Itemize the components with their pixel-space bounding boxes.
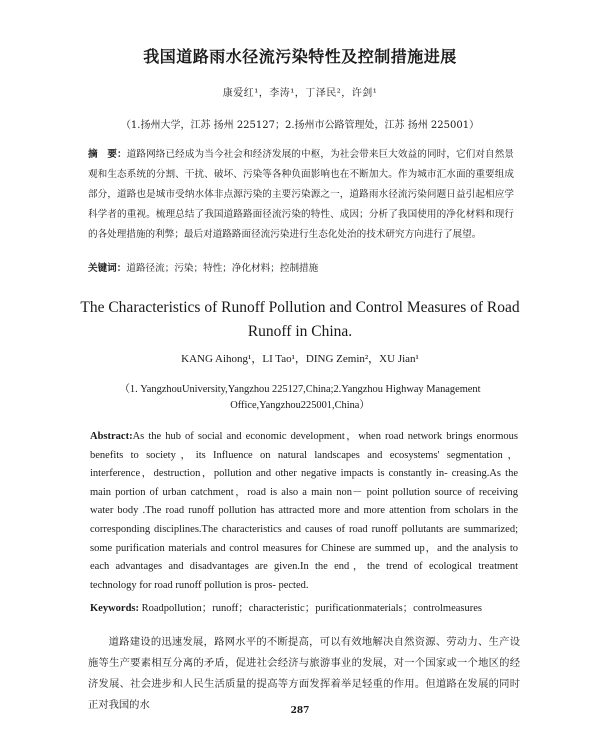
chinese-affiliation: （1.扬州大学，江苏 扬州 225127；2.扬州市公路管理处，江苏 扬州 225001） <box>120 120 480 131</box>
chinese-abstract <box>88 145 514 245</box>
chinese-abstract-text: 道路网络已经成为当今社会和经济发展的中枢，为社会带来巨大效益的同时，它们对自然景观和生态系统的分割、干扰、破坏、污染等各种负面影响也在不断加大。作为城市汇水面的重要组成部分，道路也是城市受纳水体非点源污染的主要污染源之一，道路雨水径流污染问题日益引起相应学科学者的重视。梳理总结了我国道路路面径流污染的特性、成因；分析了我国使用的净化材料和现行的各处理措施的利弊；最后对道路路面径流污染进行生态化处治的技术研究方向进行了展望。 <box>88 149 515 240</box>
english-keywords-label: Keywords: <box>90 603 139 614</box>
english-keywords-text: Roadpollution；runoff；characteristic；purificationmaterials；controlmeasures <box>141 603 482 614</box>
english-title-text: The Characteristics of Runoff Pollution and Control Measures of Road Runoff in China. <box>80 299 520 340</box>
english-authors: KANG Aihong¹，LI Tao¹，DING Zemin²，XU Jian¹ <box>181 353 419 365</box>
chinese-keywords-text: 道路径流；污染；特性；净化材料；控制措施 <box>126 263 319 274</box>
english-keywords <box>90 600 518 615</box>
english-title <box>0 296 600 344</box>
chinese-keywords <box>88 260 514 274</box>
english-affiliation <box>0 382 600 414</box>
english-affiliation-line2: Office,Yangzhou225001,China） <box>230 400 370 411</box>
chinese-abstract-label: 摘 要： <box>88 149 127 160</box>
chinese-authors: 康爱红¹，李涛¹，丁泽民²，许剑¹ <box>222 88 378 99</box>
chinese-title: 我国道路雨水径流污染特性及控制措施进展 <box>143 47 457 66</box>
body-paragraph: 道路建设的迅速发展，路网水平的不断提高，可以有效地解决自然资源、劳动力、生产设施等生产要素相互分离的矛盾，促进社会经济与旅游事业的发展，对一个国家或一个地区的经济发展、社会进步和人民生活质量的提高等方面发挥着举足轻重的作用。但道路在发展的同时正对我国的水 <box>88 636 520 711</box>
page-number: 287 <box>290 706 310 716</box>
english-abstract <box>90 428 518 595</box>
english-abstract-label: Abstract: <box>90 431 133 442</box>
chinese-keywords-label: 关键词： <box>88 263 127 274</box>
english-abstract-text: As the hub of social and economic development，when road network brings enormous benefits to society，its Influence on natural landscapes and ecosystems' segmentation，interference，destruction，pollution and other negative impacts is constantly in- creasing.As the main portion of urban catchment，road is also a main non－ point pollution source of receiving water body .The road runoff pollution has attracted more and more attention from scholars in the corresponding disciplines.The characteristics and causes of road runoff pollutants are summarized; some purification materials and control measures for Chinese are summed up，and the analysis to each advantages and disadvantages are given.In the end，the trend of ecological treatment technology for road runoff pollution is pros- pected. <box>90 431 518 591</box>
english-affiliation-line1: （1. YangzhouUniversity,Yangzhou 225127,China;2.Yangzhou Highway Management <box>119 384 481 395</box>
